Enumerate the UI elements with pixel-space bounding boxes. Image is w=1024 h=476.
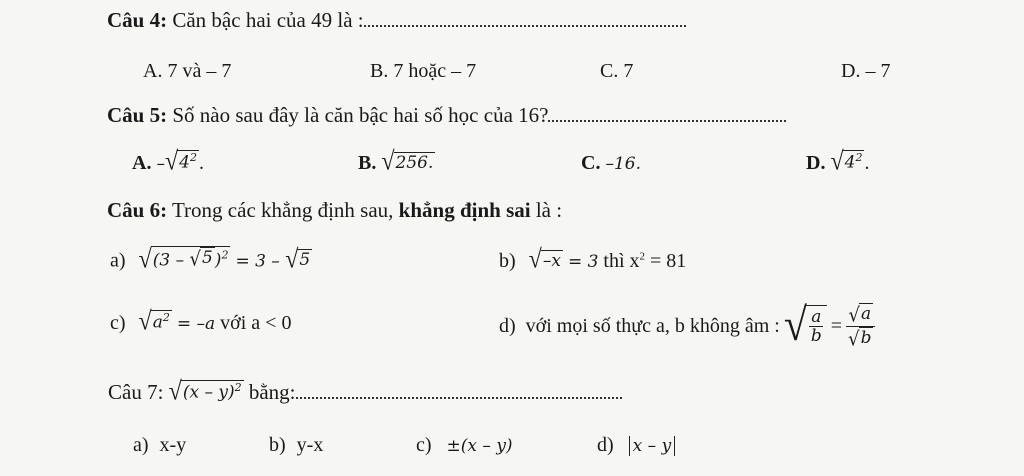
question-4 <box>107 8 686 33</box>
option-label: B. <box>358 152 377 174</box>
denominator: b <box>860 327 872 348</box>
sqrt-icon: √ <box>189 248 201 272</box>
statement-text: với mọi số thực a, b không âm : <box>525 314 780 337</box>
sqrt-expression <box>528 245 563 275</box>
q5-text: Số nào sau đây là căn bậc hai số học của 16? <box>172 103 549 127</box>
question-7 <box>108 377 622 407</box>
q4-label: Câu 4: <box>107 8 168 32</box>
q6-statement-c <box>110 307 292 337</box>
answer-blank <box>548 106 786 122</box>
option-label: A. <box>132 152 152 174</box>
equals: = <box>830 314 843 337</box>
q6-emphasis: khẳng định sai <box>398 198 531 222</box>
fraction <box>846 303 875 350</box>
option-value: y-x <box>296 434 324 456</box>
sqrt-expression <box>138 307 172 337</box>
q5-option-d <box>806 147 870 177</box>
q7-text: bằng: <box>248 380 296 404</box>
option-value: x-y <box>159 434 187 456</box>
q5-option-a <box>132 147 204 177</box>
option-value: x – y <box>629 436 676 456</box>
q4-option-a: A. 7 và – 7 <box>143 60 232 82</box>
statement-label: d) <box>499 314 516 337</box>
radicand: 4 <box>179 152 190 173</box>
statement-label: a) <box>110 249 126 272</box>
denominator: b <box>810 326 822 347</box>
option-label: a) <box>133 434 149 456</box>
sqrt-fraction <box>783 300 827 351</box>
q5-label: Câu 5: <box>107 103 168 127</box>
rhs: = 81 <box>650 250 687 272</box>
minus-sign: – <box>156 154 165 174</box>
q4-text: Căn bậc hai của 49 là : <box>172 8 364 32</box>
radicand: a <box>152 312 163 333</box>
period: . <box>198 152 204 174</box>
q4-option-d: D. – 7 <box>841 60 891 82</box>
expr-part: ) <box>214 250 222 271</box>
q6-text: Trong các khẳng định sau, <box>171 198 394 222</box>
q4-option-c: C. 7 <box>600 60 634 82</box>
sqrt-expression <box>164 147 199 177</box>
q5-option-b <box>358 147 435 177</box>
sqrt-icon: √ <box>783 300 807 351</box>
q6-statement-a <box>110 246 312 273</box>
radicand: 256. <box>395 152 434 173</box>
radicand: 4 <box>844 152 856 173</box>
q6-statement-b <box>499 245 687 275</box>
sqrt-icon: √ <box>138 245 152 274</box>
sqrt-icon: √ <box>285 245 299 274</box>
numerator: a <box>811 306 822 327</box>
option-label: D. <box>806 152 826 174</box>
radicand: 5 <box>201 248 213 268</box>
sqrt-icon: √ <box>138 307 152 337</box>
variable-x: x <box>629 250 640 272</box>
option-value: ±(x – y) <box>446 436 513 456</box>
exponent: 2 <box>234 381 242 395</box>
sqrt-icon: √ <box>528 245 542 275</box>
answer-blank <box>296 383 622 399</box>
q7-option-a <box>133 434 186 457</box>
word-thi: thì <box>603 250 625 272</box>
radicand: (x – y) <box>182 382 235 403</box>
option-value: –16. <box>605 154 641 174</box>
q6-statement-d <box>499 300 875 352</box>
exponent: 2 <box>221 248 229 262</box>
exponent: 2 <box>639 250 646 263</box>
q6-label: Câu 6: <box>107 198 168 222</box>
q4-option-b: B. 7 hoặc – 7 <box>370 60 477 82</box>
sqrt-icon: √ <box>381 147 395 177</box>
exponent: 2 <box>855 151 863 165</box>
sqrt-icon: √ <box>848 304 860 328</box>
rhs: = –a <box>176 314 216 334</box>
radicand: 5 <box>299 250 311 271</box>
question-5 <box>107 103 786 128</box>
rhs: = 3 <box>567 252 599 272</box>
q6-text-end: là : <box>535 198 563 222</box>
option-label: b) <box>269 434 286 456</box>
q7-option-b <box>269 434 323 457</box>
statement-label: b) <box>499 250 516 272</box>
answer-blank <box>364 11 686 27</box>
condition: với a < 0 <box>220 312 292 334</box>
numerator: a <box>860 304 872 324</box>
sqrt-expression <box>381 147 435 177</box>
q7-label: Câu 7: <box>108 380 164 404</box>
period: . <box>864 152 870 174</box>
sqrt-icon: √ <box>164 147 179 177</box>
exponent: 2 <box>162 311 170 325</box>
exponent: 2 <box>189 151 197 165</box>
rhs: = 3 – <box>235 251 286 272</box>
option-label: c) <box>416 434 432 456</box>
option-label: C. <box>581 152 601 174</box>
q7-option-c <box>416 434 513 457</box>
sqrt-expression <box>285 245 312 274</box>
expr-part: (3 – <box>152 250 190 271</box>
sqrt-expression <box>168 377 244 407</box>
q5-option-c <box>581 152 641 175</box>
question-6 <box>107 198 562 223</box>
sqrt-expression <box>139 246 231 272</box>
sqrt-icon: √ <box>830 147 844 177</box>
q7-option-d <box>597 434 675 457</box>
sqrt-icon: √ <box>168 377 182 407</box>
sqrt-expression <box>830 147 864 177</box>
radicand: –x <box>542 250 561 271</box>
option-label: d) <box>597 434 614 456</box>
statement-label: c) <box>110 312 126 334</box>
sqrt-icon: √ <box>848 328 860 352</box>
